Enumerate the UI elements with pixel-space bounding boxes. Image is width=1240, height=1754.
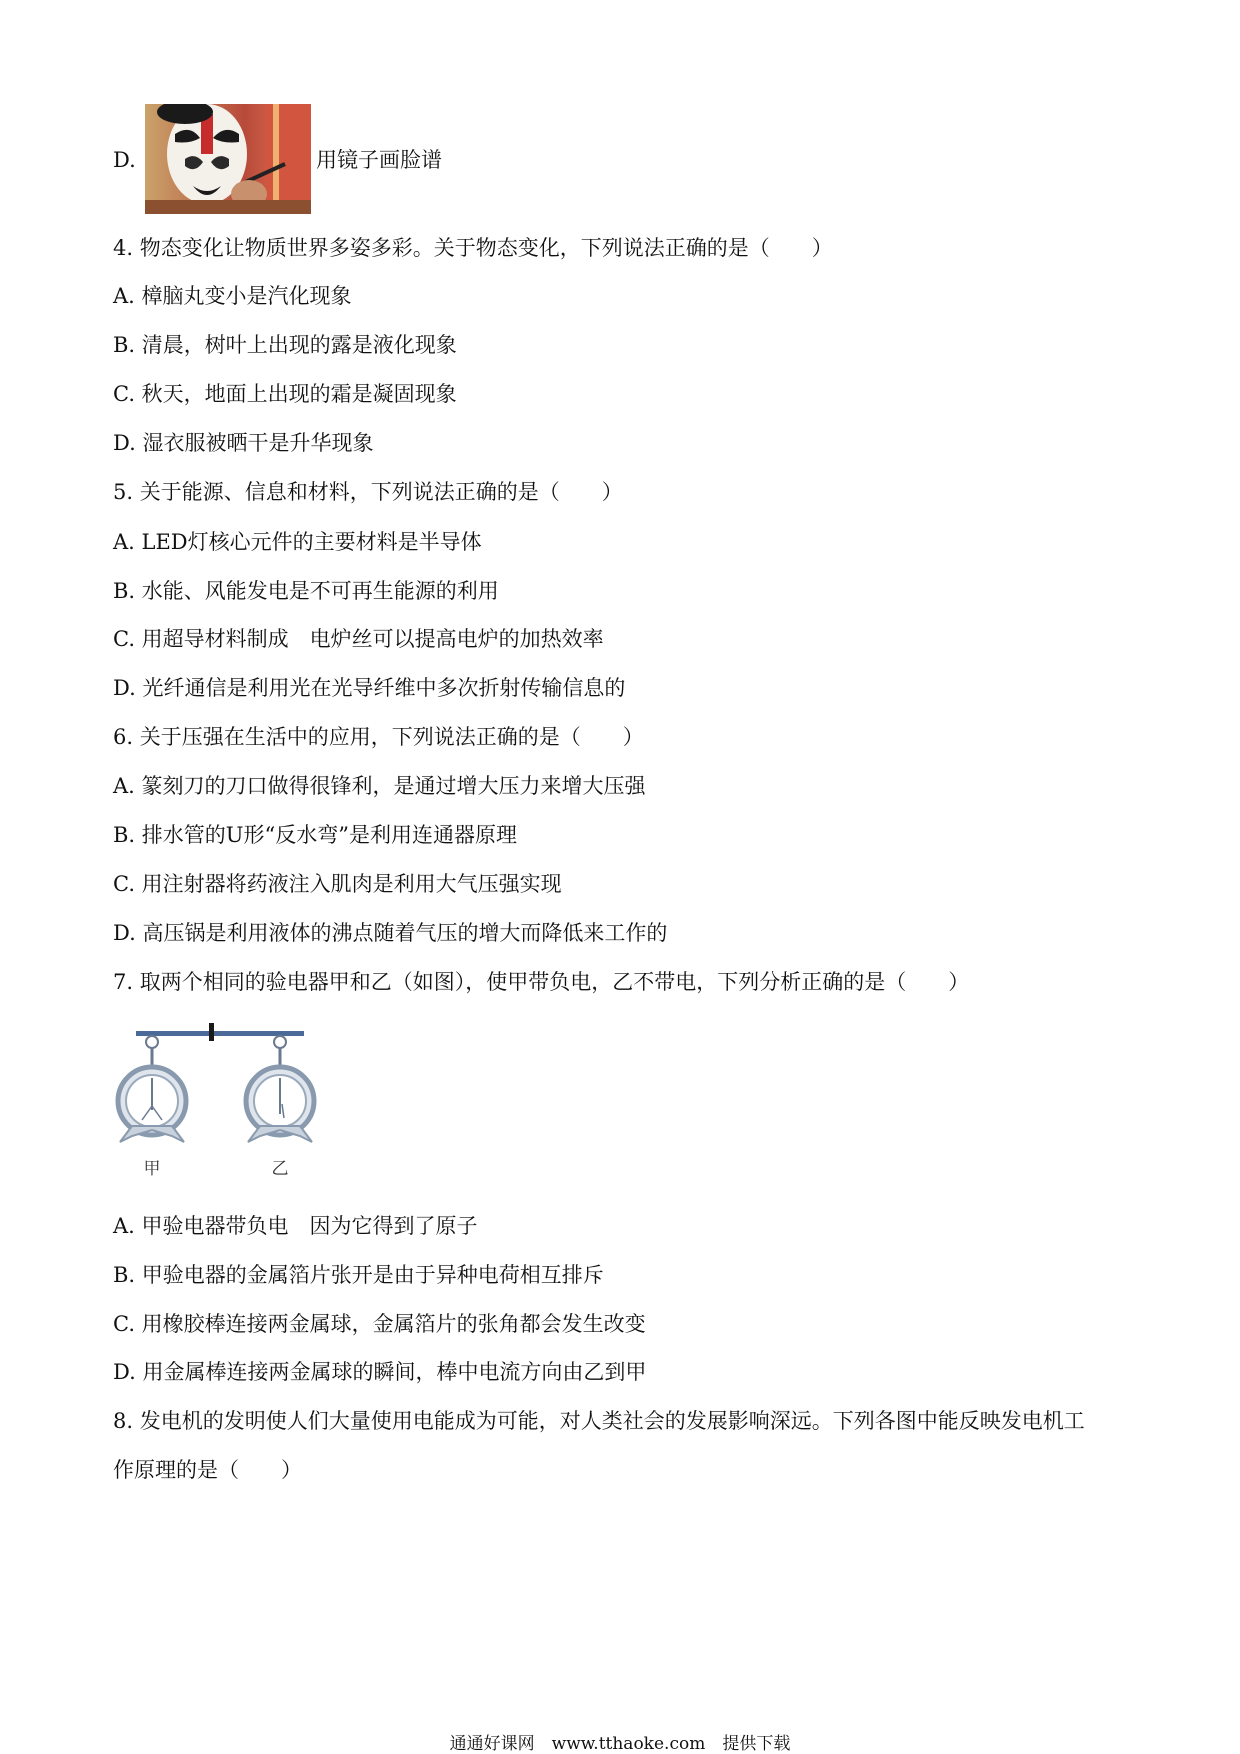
electroscope-yi xyxy=(246,1036,314,1142)
electroscope-jia xyxy=(118,1036,186,1142)
q6-option-c: C. 用注射器将药液注入肌肉是利用大气压强实现 xyxy=(113,872,562,896)
q4-option-c: C. 秋天，地面上出现的霜是凝固现象 xyxy=(113,382,457,406)
q7-option-c: C. 用橡胶棒连接两金属球，金属箔片的张角都会发生改变 xyxy=(113,1312,646,1336)
footer-watermark: 通通好课网 www.tthaoke.com 提供下载 xyxy=(449,1734,791,1754)
q5-option-d: D. 光纤通信是利用光在光导纤维中多次折射传输信息的 xyxy=(113,676,626,700)
q7-option-b: B. 甲验电器的金属箔片张开是由于异种电荷相互排斥 xyxy=(113,1263,604,1287)
q6-option-b: B. 排水管的U形“反水弯”是利用连通器原理 xyxy=(113,823,517,847)
q8-stem-line1: 8. 发电机的发明使人们大量使用电能成为可能，对人类社会的发展影响深远。下列各图中能反映发电机工 xyxy=(113,1409,1085,1433)
q3-option-d-letter: D. xyxy=(113,148,136,172)
q3-option-d-text: 用镜子画脸谱 xyxy=(316,148,442,172)
electroscope-figure xyxy=(110,1018,330,1188)
q5-option-a: A. LED灯核心元件的主要材料是半导体 xyxy=(113,530,482,554)
opera-face-painting-photo xyxy=(145,104,311,214)
q5-option-b: B. 水能、风能发电是不可再生能源的利用 xyxy=(113,579,499,603)
q7-option-a: A. 甲验电器带负电 因为它得到了原子 xyxy=(113,1214,478,1238)
q4-option-b: B. 清晨，树叶上出现的露是液化现象 xyxy=(113,333,457,357)
q6-stem: 6. 关于压强在生活中的应用，下列说法正确的是（ ） xyxy=(113,725,644,749)
label-yi: 乙 xyxy=(271,1159,289,1179)
q4-option-d: D. 湿衣服被晒干是升华现象 xyxy=(113,431,374,455)
q5-option-c: C. 用超导材料制成 电炉丝可以提高电炉的加热效率 xyxy=(113,627,604,651)
q7-stem: 7. 取两个相同的验电器甲和乙（如图），使甲带负电，乙不带电，下列分析正确的是（ ） xyxy=(113,970,970,994)
q6-option-d: D. 高压锅是利用液体的沸点随着气压的增大而降低来工作的 xyxy=(113,921,668,945)
q4-option-a: A. 樟脑丸变小是汽化现象 xyxy=(113,284,352,308)
q7-option-d: D. 用金属棒连接两金属球的瞬间，棒中电流方向由乙到甲 xyxy=(113,1360,647,1384)
q5-stem: 5. 关于能源、信息和材料，下列说法正确的是（ ） xyxy=(113,480,623,504)
q4-stem: 4. 物态变化让物质世界多姿多彩。关于物态变化，下列说法正确的是（ ） xyxy=(113,236,833,260)
q6-option-a: A. 篆刻刀的刀口做得很锋利，是通过增大压力来增大压强 xyxy=(113,774,646,798)
label-jia: 甲 xyxy=(143,1159,161,1179)
q8-stem-line2: 作原理的是（ ） xyxy=(113,1458,302,1482)
